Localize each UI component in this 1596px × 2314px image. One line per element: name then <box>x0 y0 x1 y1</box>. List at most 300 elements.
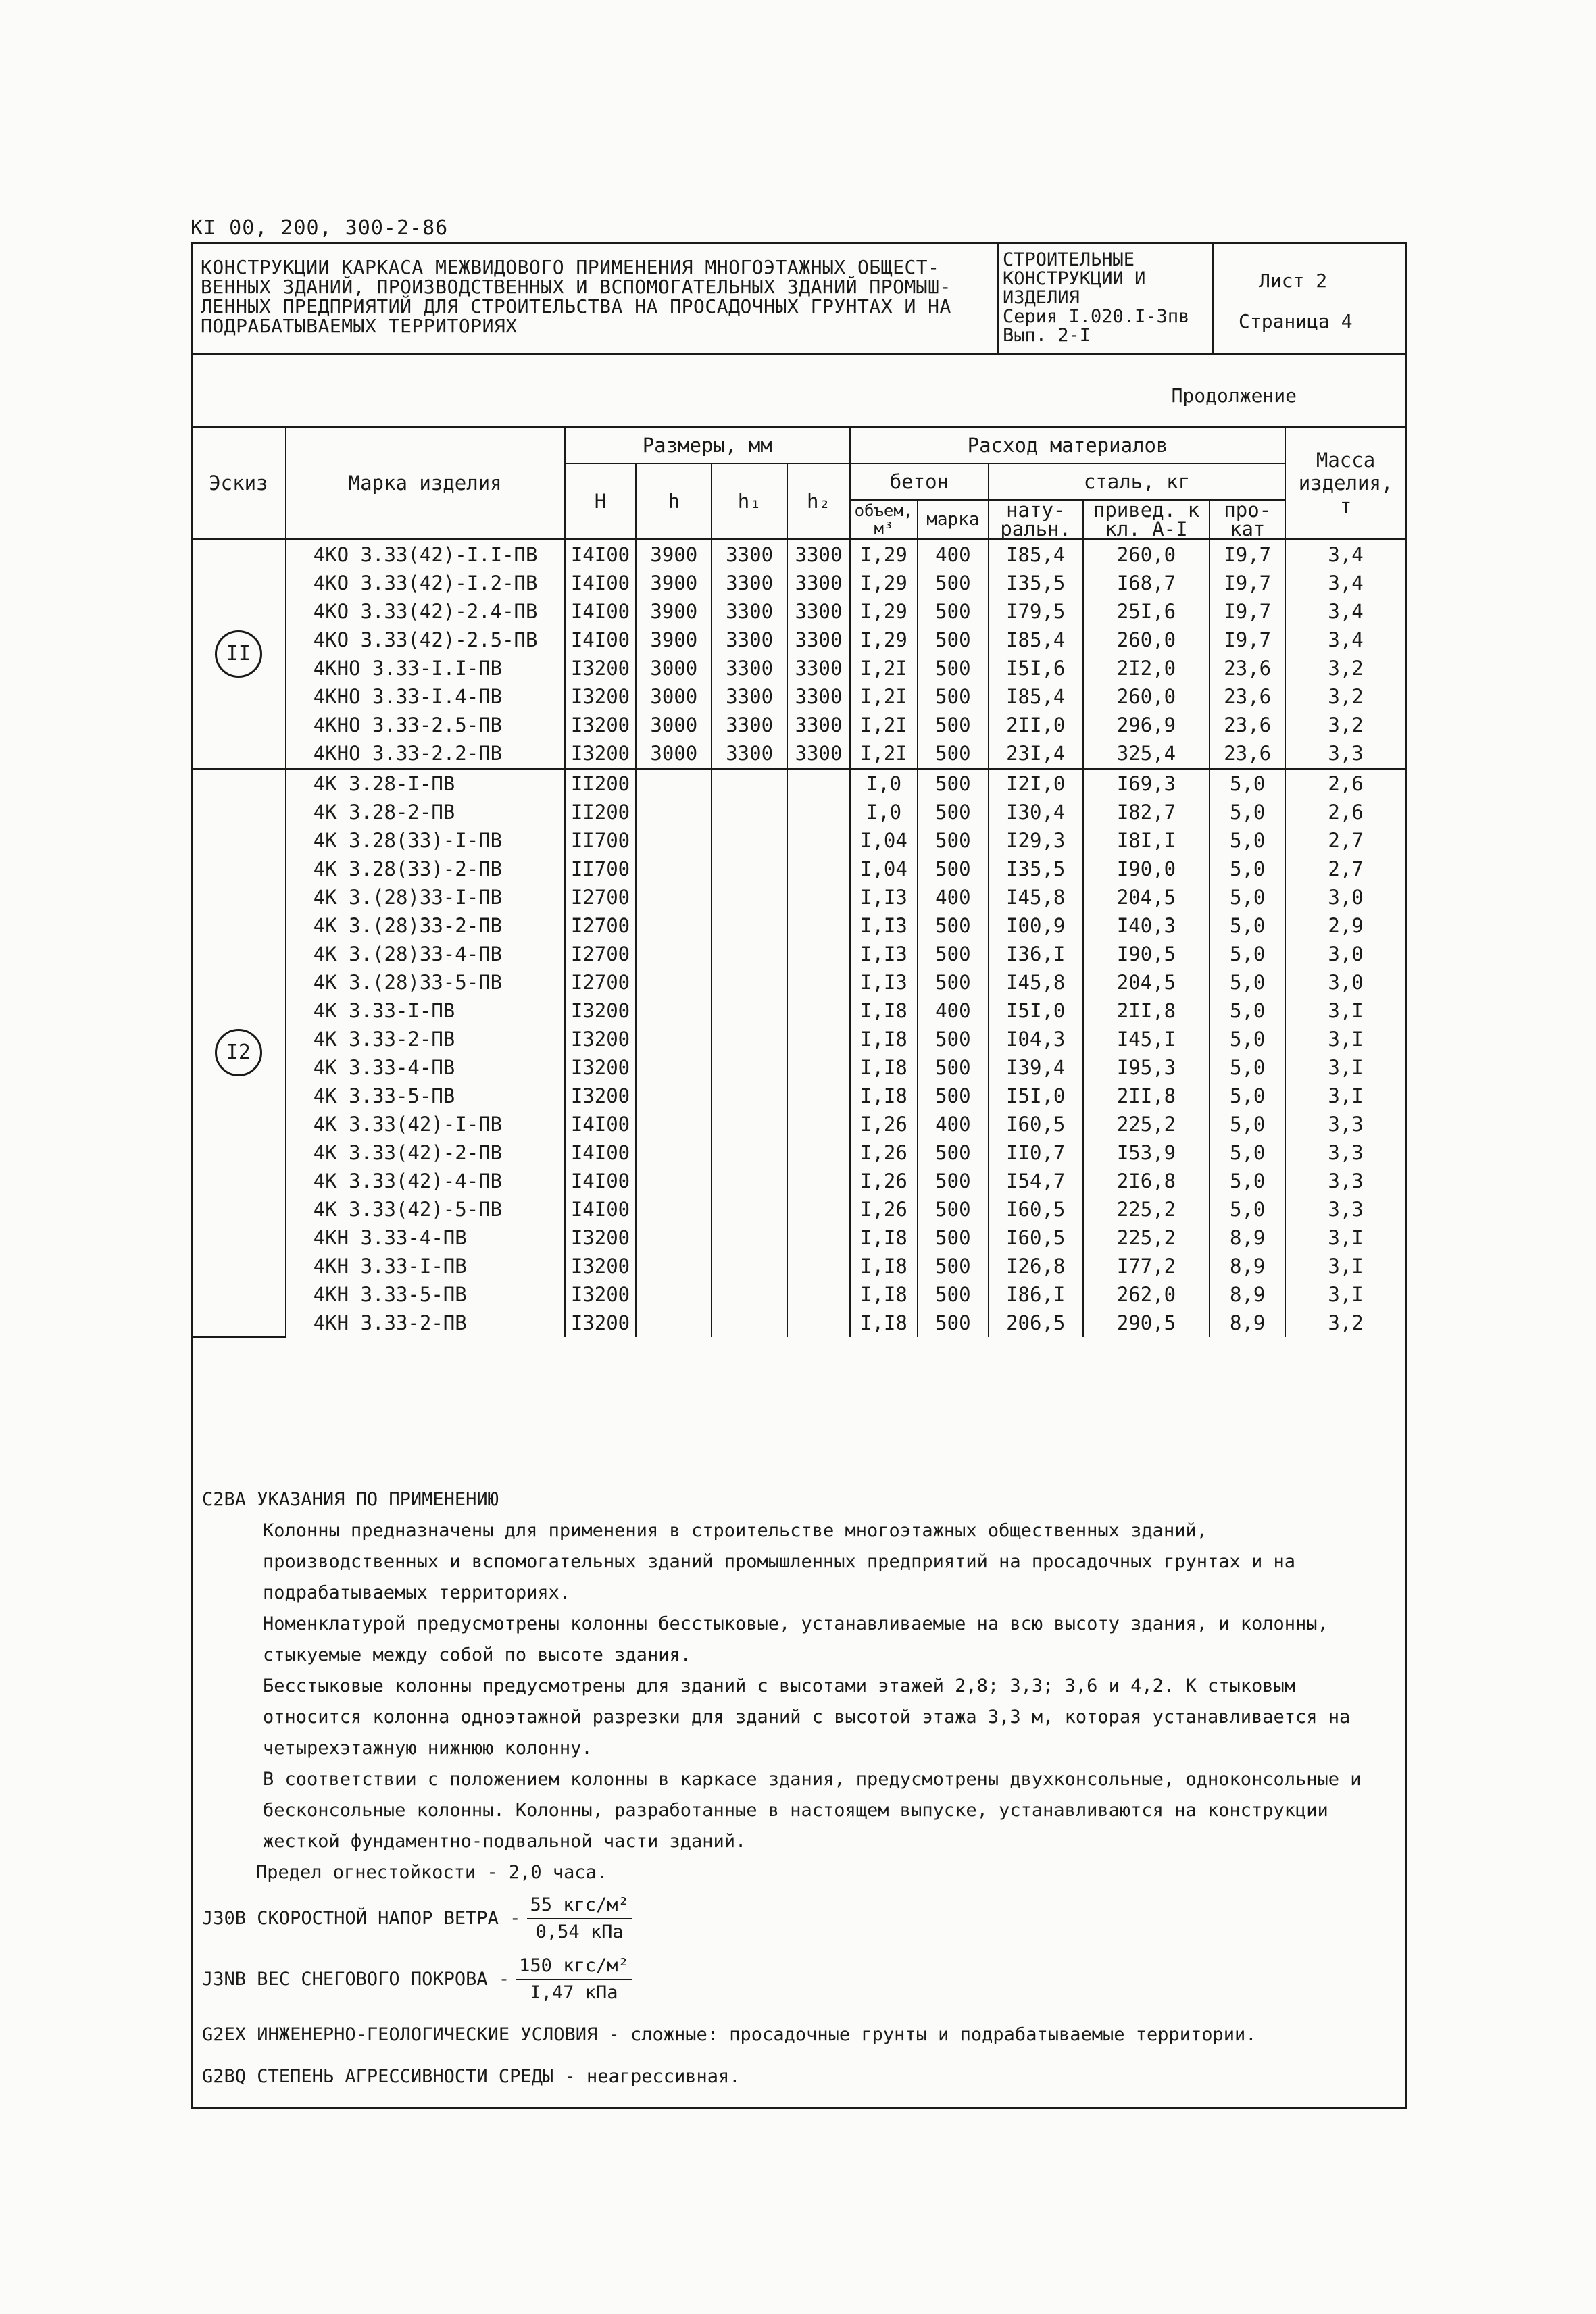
value-cell: I90,5 <box>1083 940 1210 968</box>
value-cell: 260,0 <box>1083 682 1210 711</box>
value-cell: I3200 <box>565 1224 637 1252</box>
value-cell: I8I,I <box>1083 826 1210 855</box>
value-cell: 2II,8 <box>1083 1082 1210 1110</box>
value-cell: 3,0 <box>1285 883 1406 911</box>
document-title: КОНСТРУКЦИИ КАРКАСА МЕЖВИДОВОГО ПРИМЕНЕНИЯ МНОГОЭТАЖНЫХ ОБЩЕСТ- ВЕННЫХ ЗДАНИЙ, ПРОИЗВОДСТВЕННЫХ И ВСПОМОГАТЕЛЬНЫХ ЗДАНИЙ ПРОМЫШ- ЛЕННЫХ ПРЕДПРИЯТИЙ ДЛЯ СТРОИТЕЛЬСТВА НА ПРОСАДОЧНЫХ ГРУНТАХ И НА ПОДРАБАТЫВАЕМЫХ ТЕРРИТОРИЯХ <box>201 256 951 337</box>
value-cell: I2700 <box>565 940 637 968</box>
value-cell: I,2I <box>850 682 918 711</box>
value-cell: I3200 <box>565 711 637 739</box>
value-cell <box>712 940 787 968</box>
value-cell: I36,I <box>989 940 1083 968</box>
value-cell: 3,4 <box>1285 569 1406 597</box>
value-cell: 500 <box>918 682 989 711</box>
value-cell <box>787 855 850 883</box>
value-cell: I,29 <box>850 569 918 597</box>
value-cell: I,I8 <box>850 997 918 1025</box>
value-cell: 3300 <box>787 626 850 654</box>
table-row <box>191 1309 1406 1337</box>
header-grade: марка <box>918 500 989 540</box>
value-cell <box>636 769 712 799</box>
value-cell: I85,4 <box>989 626 1083 654</box>
aggressiveness: G2BQ СТЕПЕНЬ АГРЕССИВНОСТИ СРЕДЫ - неагрессивная. <box>202 2066 741 2087</box>
value-cell: I39,4 <box>989 1053 1083 1082</box>
value-cell: 5,0 <box>1210 1167 1285 1195</box>
value-cell: 3,I <box>1285 1280 1406 1309</box>
materials-table <box>191 426 1407 1338</box>
header-materials: Расход материалов <box>850 427 1285 463</box>
value-cell <box>636 798 712 826</box>
value-cell: I26,8 <box>989 1252 1083 1280</box>
value-cell: 3300 <box>787 654 850 682</box>
value-cell: 25I,6 <box>1083 597 1210 626</box>
note-paragraph: Номенклатурой предусмотрены колонны бесстыковые, устанавливаемые на всю высоту здания, и колонны, стыкуемые между собой по высоте здания. <box>263 1613 1328 1665</box>
wind-load: J30B СКОРОСТНОЙ НАПОР ВЕТРА - $\frac{\text{55 кгс/м²}}{\text{0,54 кПа}}$ <box>202 1888 1391 1949</box>
value-cell: II700 <box>565 826 637 855</box>
value-cell: 23I,4 <box>989 739 1083 769</box>
value-cell: 500 <box>918 940 989 968</box>
mark-cell: 4К 3.28-2-ПВ <box>286 798 565 826</box>
value-cell: I4I00 <box>565 1110 637 1138</box>
value-cell: 3300 <box>712 654 787 682</box>
value-cell: I,I8 <box>850 1082 918 1110</box>
value-cell: I04,3 <box>989 1025 1083 1053</box>
value-cell: I,2I <box>850 654 918 682</box>
value-cell: I,I3 <box>850 968 918 997</box>
value-cell: 3300 <box>787 597 850 626</box>
table-row <box>191 769 1406 799</box>
value-cell: I,2I <box>850 739 918 769</box>
category-series: СТРОИТЕЛЬНЫЕ КОНСТРУКЦИИ И ИЗДЕЛИЯ Серия I.020.I-3пв Вып. 2-I <box>997 244 1214 353</box>
value-cell: I,0 <box>850 798 918 826</box>
table-row <box>191 711 1406 739</box>
value-cell: 3,2 <box>1285 682 1406 711</box>
note-paragraph: В соответствии с положением колонны в каркасе здания, предусмотрены двухконсольные, одноконсольные и бесконсольные колонны. Колонны, разработанные в настоящем выпуске, устанавливаются на конструкции жесткой фундаментно-подвальной части зданий. <box>263 1769 1362 1852</box>
value-cell: I40,3 <box>1083 911 1210 940</box>
value-cell: 5,0 <box>1210 798 1285 826</box>
value-cell: I9,7 <box>1210 597 1285 626</box>
value-cell <box>712 1252 787 1280</box>
value-cell: I2I,0 <box>989 769 1083 799</box>
snow-fraction: $\frac{\text{150 кгс/м²}}{\text{I,47 кПа}}$ <box>516 1953 632 2006</box>
table-row <box>191 597 1406 626</box>
table-row <box>191 883 1406 911</box>
value-cell: I85,4 <box>989 682 1083 711</box>
value-cell <box>787 1082 850 1110</box>
value-cell: 500 <box>918 1167 989 1195</box>
value-cell <box>712 1309 787 1337</box>
value-cell: 500 <box>918 1053 989 1082</box>
value-cell: 3900 <box>636 626 712 654</box>
value-cell: 2,9 <box>1285 911 1406 940</box>
value-cell: I54,7 <box>989 1167 1083 1195</box>
value-cell: 500 <box>918 626 989 654</box>
value-cell: I4I00 <box>565 569 637 597</box>
sketch-number: II <box>215 630 262 678</box>
value-cell: 3,I <box>1285 1053 1406 1082</box>
value-cell: I,29 <box>850 626 918 654</box>
continuation-label: Продолжение <box>1171 384 1297 407</box>
page-frame <box>191 242 1407 2109</box>
value-cell: 3,I <box>1285 997 1406 1025</box>
value-cell: 400 <box>918 540 989 570</box>
note-paragraph: Бесстыковые колонны предусмотрены для зданий с высотами этажей 2,8; 3,3; 3,6 и 4,2. К стыковым относится колонна одноэтажной разрезки для зданий с высотой этажа 3,3 м, которая устанавливается на четырехэтажную нижнюю колонну. <box>263 1676 1351 1759</box>
value-cell <box>636 968 712 997</box>
value-cell: I9,7 <box>1210 626 1285 654</box>
value-cell: 3300 <box>787 711 850 739</box>
value-cell: I30,4 <box>989 798 1083 826</box>
value-cell: I82,7 <box>1083 798 1210 826</box>
value-cell: 3,2 <box>1285 1309 1406 1337</box>
value-cell: 400 <box>918 883 989 911</box>
value-cell <box>787 911 850 940</box>
value-cell: I3200 <box>565 654 637 682</box>
value-cell: 5,0 <box>1210 968 1285 997</box>
table-row <box>191 911 1406 940</box>
value-cell: 260,0 <box>1083 626 1210 654</box>
value-cell: 23,6 <box>1210 711 1285 739</box>
value-cell: I,29 <box>850 540 918 570</box>
value-cell: I,26 <box>850 1110 918 1138</box>
value-cell: 325,4 <box>1083 739 1210 769</box>
table-row <box>191 1280 1406 1309</box>
table-row <box>191 855 1406 883</box>
value-cell: 500 <box>918 826 989 855</box>
header-h1: h₁ <box>712 463 787 540</box>
mark-cell: 4КО 3.33(42)-2.4-ПВ <box>286 597 565 626</box>
value-cell: 400 <box>918 997 989 1025</box>
value-cell: I3200 <box>565 682 637 711</box>
value-cell: I5I,0 <box>989 1082 1083 1110</box>
table-row <box>191 997 1406 1025</box>
value-cell <box>712 826 787 855</box>
value-cell <box>712 769 787 799</box>
table-row <box>191 1025 1406 1053</box>
value-cell: 3,I <box>1285 1082 1406 1110</box>
value-cell: 3300 <box>712 626 787 654</box>
value-cell: 3,3 <box>1285 1195 1406 1224</box>
value-cell <box>712 1053 787 1082</box>
header-sketch: Эскиз <box>191 427 286 540</box>
value-cell <box>636 1110 712 1138</box>
value-cell: 500 <box>918 739 989 769</box>
mark-cell: 4КНО 3.33-I.I-ПВ <box>286 654 565 682</box>
value-cell: 3,2 <box>1285 654 1406 682</box>
mark-cell: 4К 3.33(42)-2-ПВ <box>286 1138 565 1167</box>
value-cell: I95,3 <box>1083 1053 1210 1082</box>
value-cell: I45,I <box>1083 1025 1210 1053</box>
header-reduced: привед. к кл. А-I <box>1083 500 1210 540</box>
value-cell <box>787 798 850 826</box>
geology-conditions: G2EX ИНЖЕНЕРНО-ГЕОЛОГИЧЕСКИЕ УСЛОВИЯ - сложные: просадочные грунты и подрабатываемые территории. <box>202 2024 1257 2045</box>
value-cell: I35,5 <box>989 855 1083 883</box>
value-cell: 8,9 <box>1210 1280 1285 1309</box>
value-cell: 3000 <box>636 739 712 769</box>
value-cell: I85,4 <box>989 540 1083 570</box>
mark-cell: 4К 3.33(42)-I-ПВ <box>286 1110 565 1138</box>
value-cell: 3300 <box>712 739 787 769</box>
value-cell <box>712 997 787 1025</box>
value-cell: 3300 <box>787 682 850 711</box>
value-cell: I5I,6 <box>989 654 1083 682</box>
value-cell: I4I00 <box>565 597 637 626</box>
header-volume: объем, м³ <box>850 500 918 540</box>
value-cell: 3,3 <box>1285 1138 1406 1167</box>
value-cell <box>787 1110 850 1138</box>
value-cell: 3,I <box>1285 1224 1406 1252</box>
value-cell: I,26 <box>850 1167 918 1195</box>
value-cell: I86,I <box>989 1280 1083 1309</box>
value-cell <box>787 1224 850 1252</box>
mark-cell: 4КНО 3.33-2.5-ПВ <box>286 711 565 739</box>
mark-cell: 4КН 3.33-I-ПВ <box>286 1252 565 1280</box>
value-cell: 2I2,0 <box>1083 654 1210 682</box>
value-cell: I3200 <box>565 997 637 1025</box>
value-cell: I,I8 <box>850 1252 918 1280</box>
value-cell: 8,9 <box>1210 1224 1285 1252</box>
value-cell: 3,4 <box>1285 540 1406 570</box>
value-cell <box>787 883 850 911</box>
value-cell <box>787 1167 850 1195</box>
value-cell: 500 <box>918 1224 989 1252</box>
value-cell <box>787 1025 850 1053</box>
value-cell: 23,6 <box>1210 739 1285 769</box>
value-cell: I,I8 <box>850 1280 918 1309</box>
wind-fraction: $\frac{\text{55 кгс/м²}}{\text{0,54 кПа}}$ <box>527 1892 631 1945</box>
table-row <box>191 1138 1406 1167</box>
value-cell: I,I8 <box>850 1025 918 1053</box>
value-cell <box>636 911 712 940</box>
value-cell: 5,0 <box>1210 855 1285 883</box>
mark-cell: 4К 3.33-4-ПВ <box>286 1053 565 1082</box>
value-cell: I,I3 <box>850 883 918 911</box>
value-cell: 225,2 <box>1083 1195 1210 1224</box>
value-cell: 290,5 <box>1083 1309 1210 1337</box>
value-cell: 500 <box>918 968 989 997</box>
value-cell: 5,0 <box>1210 883 1285 911</box>
table-row <box>191 682 1406 711</box>
value-cell: I3200 <box>565 1309 637 1337</box>
value-cell: I,I8 <box>850 1224 918 1252</box>
value-cell: 3,4 <box>1285 626 1406 654</box>
value-cell: 3,I <box>1285 1025 1406 1053</box>
value-cell: 500 <box>918 855 989 883</box>
mark-cell: 4К 3.33(42)-4-ПВ <box>286 1167 565 1195</box>
value-cell: 500 <box>918 1252 989 1280</box>
mark-cell: 4К 3.(28)33-4-ПВ <box>286 940 565 968</box>
value-cell: I4I00 <box>565 1195 637 1224</box>
value-cell: 3,I <box>1285 1252 1406 1280</box>
value-cell: 500 <box>918 1309 989 1337</box>
value-cell: I68,7 <box>1083 569 1210 597</box>
value-cell: 2,7 <box>1285 826 1406 855</box>
value-cell: II0,7 <box>989 1138 1083 1167</box>
value-cell: I9,7 <box>1210 540 1285 570</box>
value-cell: 3,3 <box>1285 1167 1406 1195</box>
value-cell: I,04 <box>850 826 918 855</box>
value-cell: I,I8 <box>850 1053 918 1082</box>
value-cell: I53,9 <box>1083 1138 1210 1167</box>
table-row <box>191 940 1406 968</box>
value-cell: I45,8 <box>989 968 1083 997</box>
notes-heading <box>202 1484 1391 1515</box>
value-cell <box>636 855 712 883</box>
mark-cell: 4КН 3.33-2-ПВ <box>286 1309 565 1337</box>
value-cell: I,2I <box>850 711 918 739</box>
value-cell: I,26 <box>850 1138 918 1167</box>
value-cell: 400 <box>918 1110 989 1138</box>
value-cell: I69,3 <box>1083 769 1210 799</box>
table-row <box>191 1252 1406 1280</box>
value-cell: I3200 <box>565 1025 637 1053</box>
value-cell: 3000 <box>636 654 712 682</box>
mark-cell: 4К 3.28-I-ПВ <box>286 769 565 799</box>
table-row <box>191 739 1406 769</box>
table-row <box>191 968 1406 997</box>
value-cell: 3,3 <box>1285 739 1406 769</box>
value-cell <box>787 1138 850 1167</box>
value-cell: 3,0 <box>1285 968 1406 997</box>
value-cell: I2700 <box>565 911 637 940</box>
value-cell <box>787 1252 850 1280</box>
value-cell <box>712 1110 787 1138</box>
mark-cell: 4КО 3.33(42)-2.5-ПВ <box>286 626 565 654</box>
value-cell: 5,0 <box>1210 1195 1285 1224</box>
value-cell: 500 <box>918 1138 989 1167</box>
table-body <box>191 540 1406 1338</box>
value-cell <box>787 940 850 968</box>
value-cell <box>712 1224 787 1252</box>
mark-cell: 4К 3.33-5-ПВ <box>286 1082 565 1110</box>
value-cell: 3300 <box>712 540 787 570</box>
table-row <box>191 826 1406 855</box>
value-cell <box>712 798 787 826</box>
value-cell <box>787 1309 850 1337</box>
sketch-cell <box>191 540 286 769</box>
value-cell <box>712 1167 787 1195</box>
table-row <box>191 540 1406 570</box>
table-row <box>191 1167 1406 1195</box>
value-cell <box>636 997 712 1025</box>
value-cell <box>712 883 787 911</box>
value-cell: 3300 <box>712 597 787 626</box>
value-cell: 5,0 <box>1210 1025 1285 1053</box>
value-cell: 8,9 <box>1210 1252 1285 1280</box>
header-h: h <box>636 463 712 540</box>
value-cell: 3,4 <box>1285 597 1406 626</box>
mark-cell: 4К 3.28(33)-I-ПВ <box>286 826 565 855</box>
value-cell <box>712 1280 787 1309</box>
value-cell <box>787 968 850 997</box>
value-cell: 204,5 <box>1083 883 1210 911</box>
value-cell: 500 <box>918 1280 989 1309</box>
value-cell <box>787 826 850 855</box>
mark-cell: 4КНО 3.33-I.4-ПВ <box>286 682 565 711</box>
value-cell <box>787 1053 850 1082</box>
value-cell: 2,6 <box>1285 798 1406 826</box>
value-cell: II200 <box>565 769 637 799</box>
value-cell: 2I6,8 <box>1083 1167 1210 1195</box>
value-cell: 3,2 <box>1285 711 1406 739</box>
value-cell: 500 <box>918 654 989 682</box>
value-cell: I3200 <box>565 1053 637 1082</box>
application-notes <box>202 1484 1391 2092</box>
value-cell: I,26 <box>850 1195 918 1224</box>
mark-cell: 4К 3.33-2-ПВ <box>286 1025 565 1053</box>
value-cell: 3300 <box>712 711 787 739</box>
header-natural: нату- ральн. <box>989 500 1083 540</box>
value-cell <box>636 1082 712 1110</box>
value-cell: 500 <box>918 569 989 597</box>
value-cell: 5,0 <box>1210 940 1285 968</box>
mark-cell: 4К 3.33(42)-5-ПВ <box>286 1195 565 1224</box>
value-cell: I,04 <box>850 855 918 883</box>
value-cell: 3300 <box>712 682 787 711</box>
value-cell: II200 <box>565 798 637 826</box>
value-cell: 500 <box>918 1025 989 1053</box>
value-cell: I4I00 <box>565 540 637 570</box>
value-cell <box>636 1167 712 1195</box>
mark-cell: 4КО 3.33(42)-I.I-ПВ <box>286 540 565 570</box>
notes-heading-text: УКАЗАНИЯ ПО ПРИМЕНЕНИЮ <box>257 1489 499 1510</box>
value-cell <box>712 855 787 883</box>
value-cell: I60,5 <box>989 1110 1083 1138</box>
value-cell: 3,0 <box>1285 940 1406 968</box>
value-cell: I79,5 <box>989 597 1083 626</box>
value-cell: 5,0 <box>1210 1138 1285 1167</box>
table-row <box>191 1224 1406 1252</box>
value-cell: I4I00 <box>565 626 637 654</box>
value-cell: 500 <box>918 597 989 626</box>
mark-cell: 4К 3.(28)33-I-ПВ <box>286 883 565 911</box>
value-cell: I2700 <box>565 883 637 911</box>
value-cell: 5,0 <box>1210 1082 1285 1110</box>
value-cell: I,I3 <box>850 911 918 940</box>
value-cell: 225,2 <box>1083 1110 1210 1138</box>
table-row <box>191 626 1406 654</box>
header-steel: сталь, кг <box>989 463 1285 500</box>
value-cell <box>712 1082 787 1110</box>
mark-cell: 4КН 3.33-5-ПВ <box>286 1280 565 1309</box>
value-cell: I3200 <box>565 1280 637 1309</box>
value-cell <box>787 1280 850 1309</box>
value-cell: I3200 <box>565 739 637 769</box>
header-h2: h₂ <box>787 463 850 540</box>
value-cell: 206,5 <box>989 1309 1083 1337</box>
header-mark: Марка изделия <box>286 427 565 540</box>
value-cell: 5,0 <box>1210 769 1285 799</box>
value-cell <box>636 1224 712 1252</box>
value-cell: 3300 <box>787 540 850 570</box>
value-cell: I60,5 <box>989 1224 1083 1252</box>
value-cell: 296,9 <box>1083 711 1210 739</box>
value-cell <box>636 1309 712 1337</box>
value-cell: 5,0 <box>1210 911 1285 940</box>
value-cell <box>712 968 787 997</box>
value-cell: 5,0 <box>1210 1053 1285 1082</box>
snow-load: J3NB ВЕС СНЕГОВОГО ПОКРОВА - $\frac{\text{150 кгс/м²}}{\text{I,47 кПа}}$ <box>202 1949 1391 2010</box>
value-cell: I4I00 <box>565 1138 637 1167</box>
mark-cell: 4КНО 3.33-2.2-ПВ <box>286 739 565 769</box>
value-cell: 2II,0 <box>989 711 1083 739</box>
value-cell: 3900 <box>636 597 712 626</box>
mark-cell: 4КО 3.33(42)-I.2-ПВ <box>286 569 565 597</box>
value-cell: I3200 <box>565 1082 637 1110</box>
value-cell: 3000 <box>636 711 712 739</box>
value-cell: 23,6 <box>1210 682 1285 711</box>
value-cell <box>787 769 850 799</box>
fire-resistance: Предел огнестойкости - 2,0 часа. <box>256 1862 608 1883</box>
value-cell: I00,9 <box>989 911 1083 940</box>
